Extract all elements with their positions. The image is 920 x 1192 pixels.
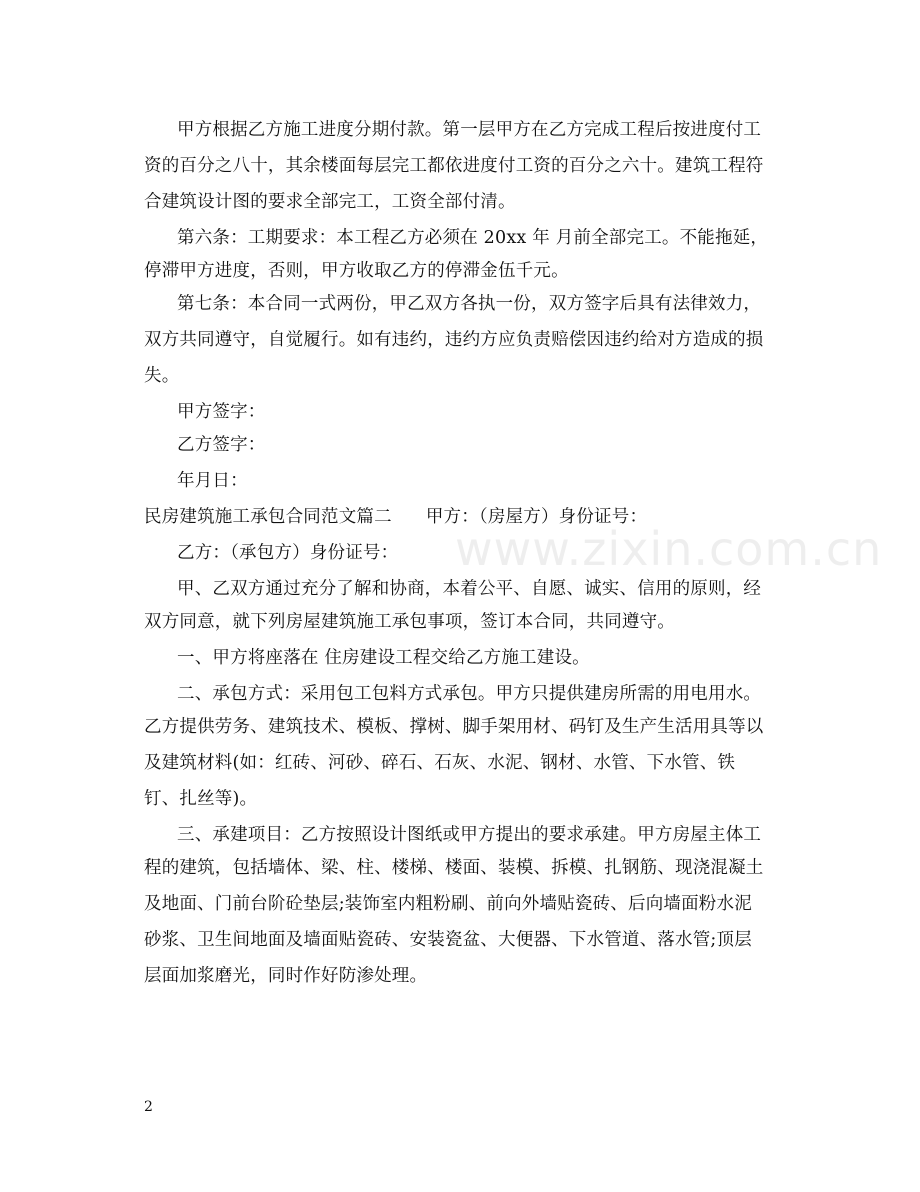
paragraph-line: 程的建筑，包括墙体、梁、柱、楼梯、楼面、装模、拆模、扎钢筋、现浇混凝土 [144,858,764,878]
paragraph-line: 及建筑材料(如：红砖、河砂、碎石、石灰、水泥、钢材、水管、下水管、铁 [144,753,736,773]
paragraph-line: 层面加浆磨光，同时作好防渗处理。 [144,966,428,986]
paragraph-line: 失。 [144,366,180,386]
page-number: 2 [144,1099,153,1115]
party-a-info: 甲方：（房屋方）身份证号： [425,507,648,527]
paragraph-line: 双方同意，就下列房屋建筑施工承包事项，签订本合同，共同遵守。 [144,612,675,632]
paragraph-line: 第六条：工期要求：本工程乙方必须在 20xx 年 月前全部完工。不能拖延， [177,228,769,248]
watermark: www.zixin.com.cn [455,522,883,576]
section-title: 民房建筑施工承包合同范文篇二 [144,507,392,527]
paragraph-line: 甲方根据乙方施工进度分期付款。第一层甲方在乙方完成工程后按进度付工 [177,120,762,140]
signature-party-b: 乙方签字： [177,435,266,455]
paragraph-line: 钉、扎丝等)。 [144,789,258,809]
signature-party-a: 甲方签字： [177,402,266,422]
signature-date: 年月日： [177,471,248,491]
paragraph-line: 第七条：本合同一式两份，甲乙双方各执一份，双方签字后具有法律效力， [177,294,762,314]
paragraph-line: 双方共同遵守，自觉履行。如有违约，违约方应负责赔偿因违约给对方造成的损 [144,330,764,350]
paragraph-line: 二、承包方式：采用包工包料方式承包。甲方只提供建房所需的用电用水。 [177,684,762,704]
paragraph-line: 三、承建项目：乙方按照设计图纸或甲方提出的要求承建。甲方房屋主体工 [177,825,762,845]
party-b-info: 乙方：（承包方）身份证号： [177,543,399,563]
paragraph-line: 停滞甲方进度，否则，甲方收取乙方的停滞金伍千元。 [144,261,569,281]
paragraph-line: 及地面、门前台阶砼垫层;装饰室内粗粉刷、前向外墙贴瓷砖、后向墙面粉水泥 [144,894,752,914]
paragraph-line: 资的百分之八十，其余楼面每层完工都依进度付工资的百分之六十。建筑工程符 [144,156,764,176]
paragraph-line: 一、甲方将座落在 住房建设工程交给乙方施工建设。 [177,648,590,668]
paragraph-line: 乙方提供劳务、建筑技术、模板、撑树、脚手架用材、码钉及生产生活用具等以 [144,717,764,737]
paragraph-line: 合建筑设计图的要求全部完工，工资全部付清。 [144,192,516,212]
paragraph-line: 甲、乙双方通过充分了解和协商，本着公平、自愿、诚实、信用的原则，经 [177,579,762,599]
paragraph-line: 砂浆、卫生间地面及墙面贴瓷砖、安装瓷盆、大便器、下水管道、落水管;顶层 [144,930,752,950]
